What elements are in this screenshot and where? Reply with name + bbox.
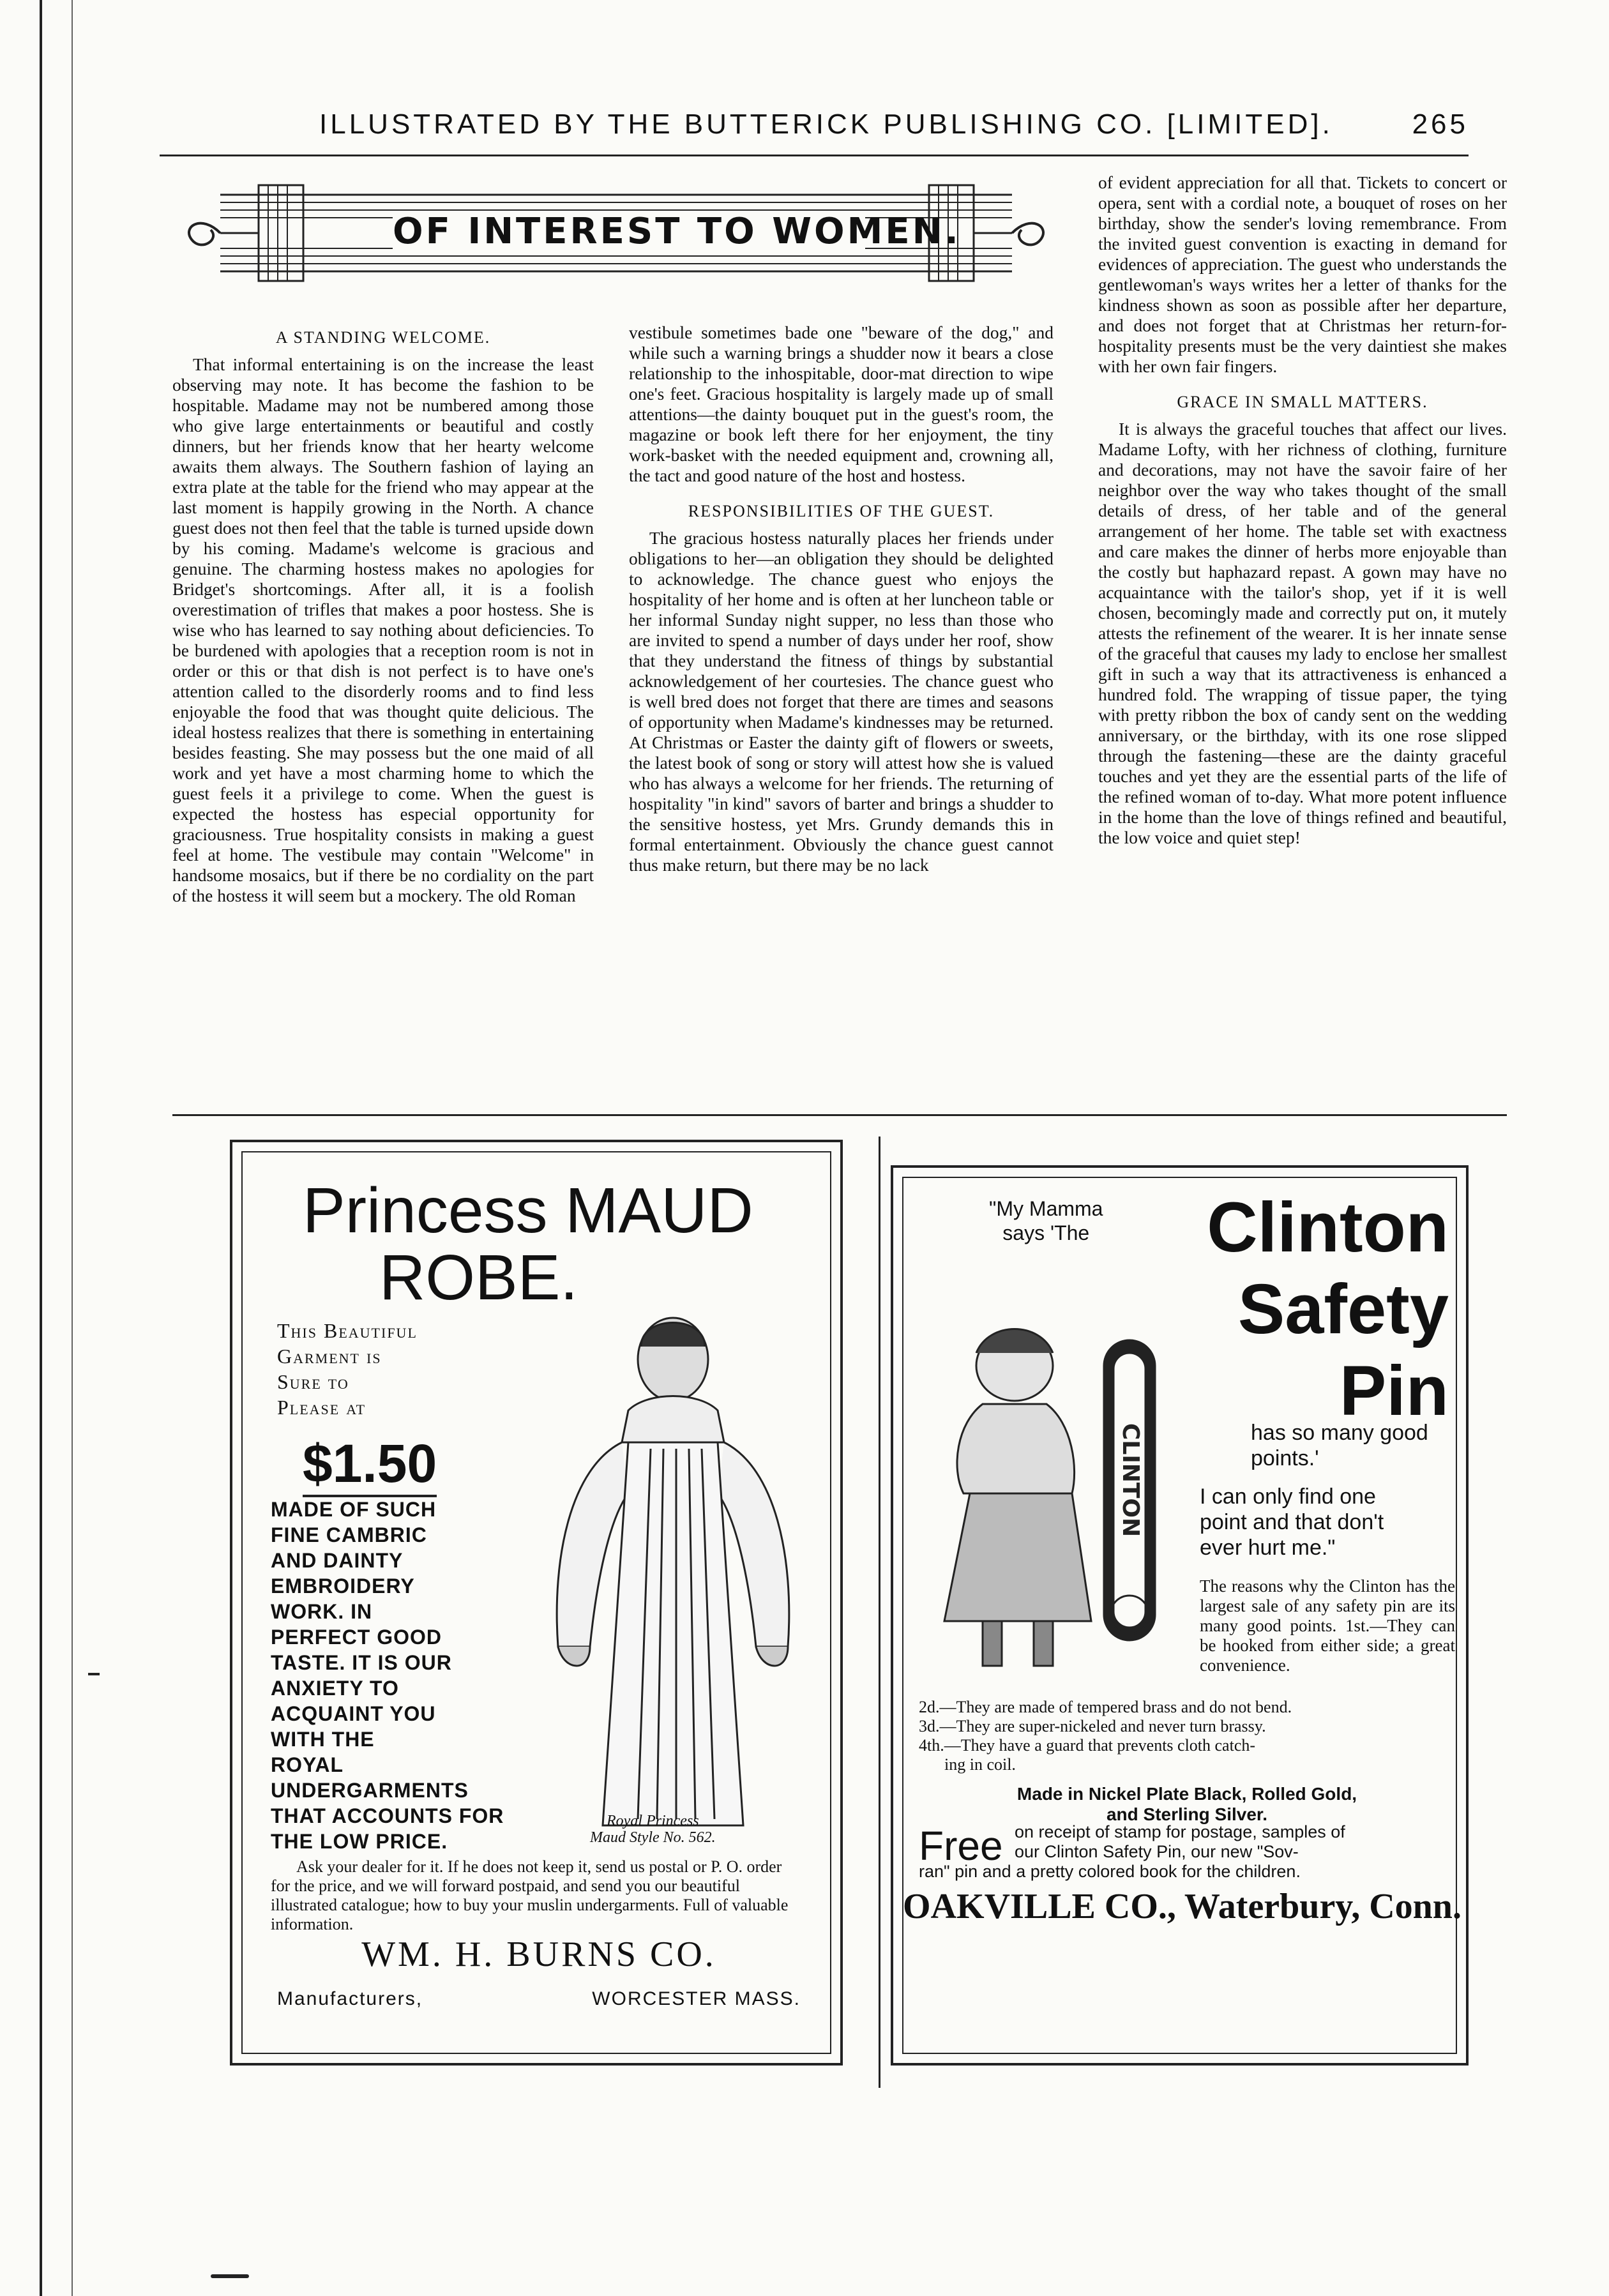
feature-line: THE LOW PRICE. [271,1830,448,1853]
article-paragraph: It is always the graceful touches that affect our lives. Madame Lofty, with her richness of clothing, furniture and decorations, may not have the savoir faire of her neighbor over the way who takes thought of the small details of dress, of her table and of the general arrangement of her home. The table set with exactness and care makes the dinner of herbs more enjoyable than the costly but haphazard repast. A gown may have no acquaintance with the tailor's shop, yet if it is well chosen, becomingly made and correctly put on, it mutely attests the refinement of the wearer. It is her innate sense of the graceful that causes my lady to enclose her smallest gift in such a way that its attractiveness is enhanced a hundred fold. The wrapping of tissue paper, the tying with pretty ribbon the box of candy sent on the wedding anniversary, or the birthday, with its one rose slipped through the fastening—these are the dainty graceful touches and yet they are the essential parts of the life of the refined woman of to-day. What more potent influence in the home than the love of things refined and beautiful, the low voice and quiet step! [1098,419,1507,847]
caption-line: Maud Style No. 562. [590,1829,716,1846]
ad-body: Ask your dealer for it. If he does not keep it, send us postal or P. O. order for the price, and we will forward postpaid, and send you our beautiful illustrated catalogue; how to buy your muslin undergarments. Full of valuable information. [271,1857,789,1933]
intro-line: Garment is [277,1345,382,1368]
quote-line: says 'The [1002,1221,1090,1244]
binding-edge-line [40,0,42,2296]
feature-line: AND DAINTY [271,1549,404,1572]
running-title: ILLUSTRATED BY THE BUTTERICK PUBLISHING CO. [LIMITED]. [319,109,1333,140]
find-line: ever hurt me." [1200,1536,1336,1560]
intro-line: Please at [277,1396,366,1419]
caption-line: Royal Princess [607,1813,699,1829]
running-header [319,109,1469,153]
binding-mark [88,1673,100,1675]
list-item: 2d.—They are made of tempered brass and do not bend. [919,1698,1292,1716]
article-column-2 [629,322,1054,875]
feature-line: THAT ACCOUNTS FOR [271,1804,504,1827]
child-with-pin-illustration [932,1315,1187,1679]
article-paragraph: of evident appreciation for all that. Tickets to concert or opera, sent with a cordial note, a bouquet of roses on her birthday, show the sender's loving remembrance. From the invited guest convention is exacting in demand for evidences of appreciation. The guest who understands the gentlewoman's ways writes her a letter of thanks for the kindness shown as soon as possible after her departure, and does not forget that at Christmas her return-for-hospitality presents must be the very daintiest she makes with her own fair fingers. [1098,172,1507,376]
section-heading: GRACE IN SMALL MATTERS. [1177,393,1428,411]
ad-company: OAKVILLE CO., Waterbury, Conn. [903,1887,1462,1926]
header-rule [160,155,1469,156]
footer-right: WORCESTER MASS. [592,1988,801,2009]
feature-line: ANXIETY TO [271,1677,399,1700]
footer-left: Manufacturers, [277,1988,423,2009]
ad-find [1200,1484,1455,1560]
free-word: Free [919,1823,1003,1869]
intro-line: This Beautiful [277,1319,418,1342]
feature-line: PERFECT GOOD [271,1626,442,1649]
find-line: point and that don't [1200,1510,1384,1534]
illustration-caption [590,1813,716,1846]
ad-features [271,1497,504,1854]
ad-points: has so many good points.' [1251,1421,1428,1470]
pin-label: CLINTON [1117,1423,1144,1537]
article-paragraph: That informal entertaining is on the increase the least observing may note. It has become the fashion to be hospitable. Madame may not be numbered among those who give large entertainments or beautiful and costly dinners, but her friends know that her hearty welcome awaits them always. The Southern fashion of laying an extra plate at the table for the friend who may appear at the last moment is happily growing in the North. A chance guest does not then feel that the table is turned upside down by his coming. Madame's welcome is gracious and genuine. The charming hostess makes no apologies for Bridget's shortcomings. After all, it is a foolish overestimation of trifles that makes a poor hostess. She is wise who has learned to say nothing about deficiencies. To be burdened with apologies that a reception room is not in order or this or that dish is not perfect is to have one's attention called to the disorderly rooms and to find less enjoyable the food that was thought quite delicious. The ideal hostess realizes that there is something in entertaining besides feasting. She may possess but the one maid of all work and yet have a most charming home to which the guest feels it a privilege to come. When the guest is expected the hostess has especial opportunity for graciousness. True hospitality consists in making a guest feel at home. The vestibule may contain "Welcome" in handsome mosaics, but if there be no cordiality on the part of the hostess it will seem but a mockery. The old Roman [172,354,594,905]
ad-intro [277,1318,418,1420]
ad-reasons: The reasons why the Clinton has the largest sale of any safety pin are its many good points. 1st.—They can be hooked from either side; a great convenience. [1200,1576,1455,1675]
feature-line: MADE OF SUCH [271,1498,437,1521]
free-line: ran" pin and a pretty colored book for the children. [919,1862,1301,1881]
article-paragraph: vestibule sometimes bade one "beware of the dog," and while such a warning brings a shudder now it bears a close relationship to the inhospitable, door-mat direction to wipe one's feet. Gracious hospitality is largely made up of small attentions—the dainty bouquet put in the guest's room, the magazine or book left there for her enjoyment, the tiny work-basket with the needed equipment and, crowning all, the tact and good nature of the host and hostess. [629,322,1054,485]
feature-line: ACQUAINT YOU [271,1702,436,1725]
feature-line: FINE CAMBRIC [271,1523,427,1546]
free-line: on receipt of stamp for postage, samples of [1015,1822,1345,1841]
brand-line: Safety [1237,1270,1449,1348]
brand-line: Pin [1339,1352,1449,1430]
free-text [919,1822,1455,1882]
section-heading: RESPONSIBILITIES OF THE GUEST. [688,502,995,520]
feature-line: UNDERGARMENTS [271,1779,469,1802]
article-paragraph: The gracious hostess naturally places her friends under obligations to her—an obligation they should be delighted to acknowledge. The chance guest who enjoys the hospitality of her home and is often at her luncheon table or her informal Sunday night supper, no less than those who are invited to spend a number of days under her roof, show that they understand the fitness of things by substantial acknowledgement of her courtesies. The chance guest who is well bred does not forget that there are times and seasons of opportunity when Madame's kindnesses may be returned. At Christmas or Easter the dainty gift of flowers or sweets, the latest book of song or story will attest how she is valued who has always a welcome for her friends. The returning of hospitality "in kind" savors of barter and brings a shudder to the sensitive hostess, yet Mrs. Grundy demands this in formal entertainment. Obviously the chance guest cannot thus make return, but there may be no lack [629,528,1054,875]
brand-line: Clinton [1207,1188,1449,1267]
page-number: 265 [1412,109,1469,140]
ad-divider [879,1137,880,2088]
list-item: ing in coil. [944,1755,1016,1774]
article-rule [172,1114,1507,1116]
banner-title: OF INTEREST TO WOMEN. [393,211,961,252]
advertisement-maud-robe [230,1140,843,2066]
ad-quote [989,1197,1103,1245]
ad-company: WM. H. BURNS CO. [361,1935,716,1974]
section-banner [176,169,1057,297]
section-heading: A STANDING WELCOME. [275,328,491,347]
binding-edge-line [72,0,73,2296]
quote-line: "My Mamma [989,1197,1103,1220]
list-item: 4th.—They have a guard that prevents cloth catch- [919,1736,1256,1755]
feature-line: TASTE. IT IS OUR [271,1651,452,1674]
ad-brand [1161,1187,1449,1432]
article-column-3 [1098,172,1507,848]
ink-mark [211,2274,249,2278]
intro-line: Sure to [277,1370,349,1393]
feature-line: WITH THE [271,1728,375,1751]
advertisement-clinton-pin [891,1165,1469,2066]
free-line: our Clinton Safety Pin, our new "Sov- [1015,1842,1299,1861]
ad-headline: ROBE. [379,1242,578,1313]
feature-line: ROYAL [271,1753,344,1776]
find-line: I can only find one [1200,1484,1376,1509]
ad-price: $1.50 [303,1433,437,1497]
made-line: Made in Nickel Plate Black, Rolled Gold, [1016,1784,1357,1804]
feature-line: WORK. IN [271,1600,373,1623]
ad-list [919,1698,1455,1774]
ad-made [919,1784,1455,1825]
article-column-1 [172,322,594,906]
ad-headline: Princess MAUD [303,1175,753,1246]
made-line: and Sterling Silver. [1106,1804,1268,1824]
feature-line: EMBROIDERY [271,1575,415,1597]
list-item: 3d.—They are super-nickeled and never turn brassy. [919,1717,1266,1735]
robe-illustration [533,1315,813,1838]
